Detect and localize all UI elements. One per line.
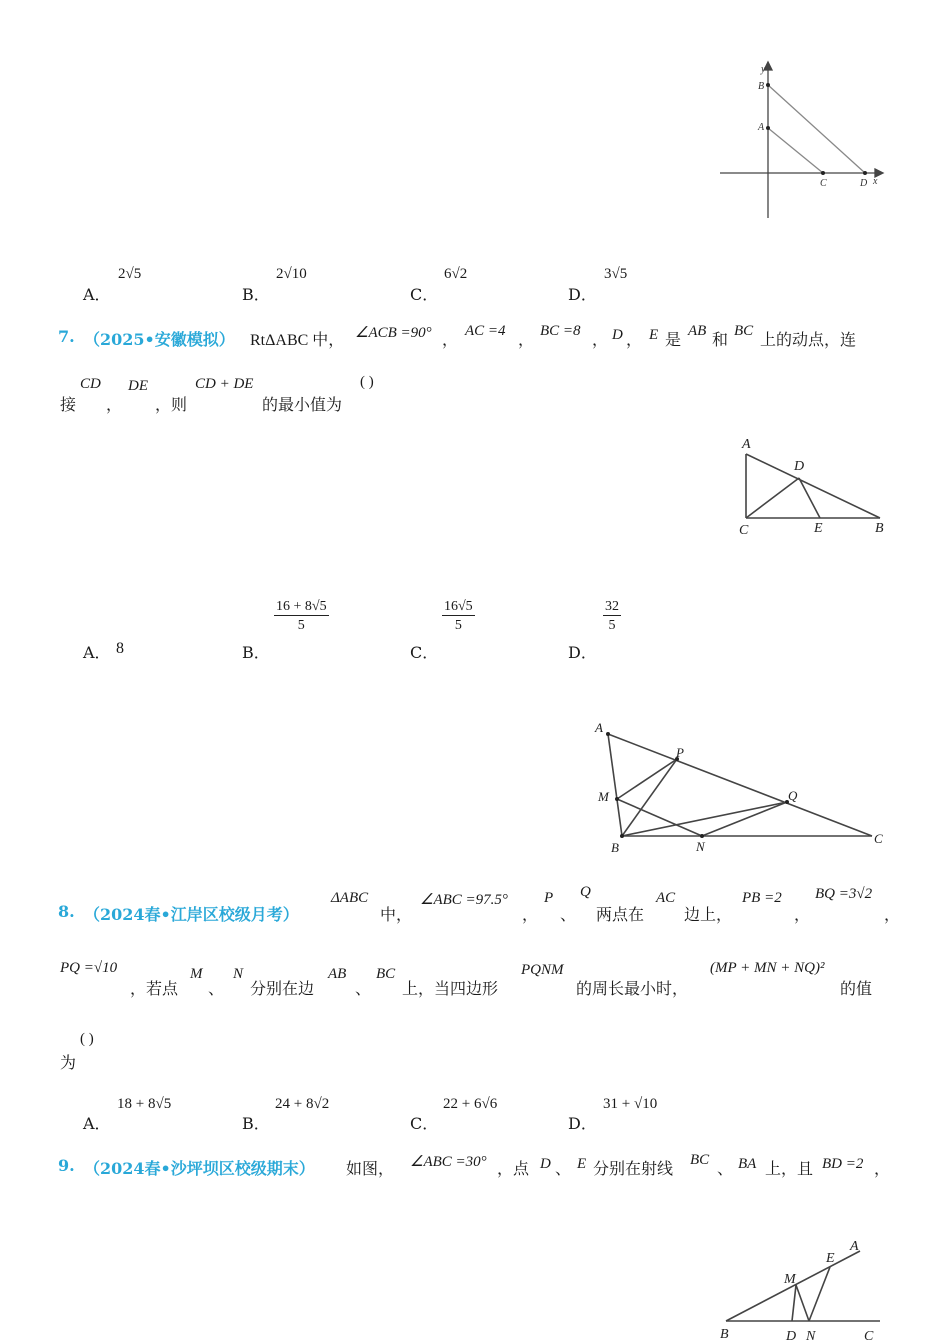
q8-sep-2: 、 xyxy=(208,979,225,998)
q9-figure xyxy=(712,1232,897,1344)
q8-segment-bq xyxy=(622,802,787,836)
q7-comma-4: ， xyxy=(626,330,643,349)
q6-option-d-label: D． xyxy=(568,285,597,304)
q9-label-c: C xyxy=(864,1329,874,1344)
q9-math-bd: BD =2 xyxy=(822,1156,864,1172)
q6-option-c-value: 6√2 xyxy=(444,266,468,282)
q6-segment-bd xyxy=(768,85,865,173)
q8-math-pb: PB =2 xyxy=(742,890,782,906)
q8-math-n: N xyxy=(233,966,244,982)
q6-point-a xyxy=(766,126,770,130)
q9-sep-2: 、 xyxy=(717,1159,734,1178)
q9-number: 9. xyxy=(58,1156,75,1175)
q8-point-m xyxy=(615,797,619,801)
q9-label-n: N xyxy=(806,1329,816,1344)
q9-text-3: 分别在射线 xyxy=(593,1159,674,1178)
q9-text-1: 如图， xyxy=(346,1159,395,1178)
q8-segment-mp xyxy=(617,759,677,799)
q7-comma-1: ， xyxy=(442,330,459,349)
q6-label-a: A xyxy=(758,122,765,133)
q7-label-e: E xyxy=(814,521,823,536)
q7-comma-5: ， xyxy=(106,395,123,414)
q7-comma-2: ， xyxy=(518,330,535,349)
q7-option-c-numerator: 16√5 xyxy=(444,599,473,614)
q8-point-a xyxy=(606,732,610,736)
q8-math-angle: ∠ABC =97.5° xyxy=(420,892,508,908)
q9-label-m: M xyxy=(784,1272,796,1287)
q6-label-y: y xyxy=(761,64,766,75)
q6-option-c-label: C． xyxy=(410,285,439,304)
q8-label-a: A xyxy=(595,720,603,735)
q8-math-expression: (MP + MN + NQ)² xyxy=(710,960,825,976)
q8-option-d-label: D． xyxy=(568,1114,597,1133)
q8-math-triangle: ΔABC xyxy=(331,890,369,906)
q7-text-5: 接 xyxy=(60,395,77,414)
q7-option-b-label: B． xyxy=(242,643,270,662)
q8-comma-3: ， xyxy=(884,905,901,924)
q8-text-6: 上，当四边形 xyxy=(402,979,499,998)
q6-label-c: C xyxy=(820,178,827,189)
q9-segment-mn xyxy=(796,1285,809,1321)
q8-option-c-value: 22 + 6√6 xyxy=(443,1096,498,1112)
q9-text-5: ， xyxy=(874,1159,891,1178)
q7-math-angle: ∠ACB =90° xyxy=(355,325,432,341)
q8-math-pq: PQ =√10 xyxy=(60,960,118,976)
q9-math-bc: BC xyxy=(690,1152,710,1168)
q6-option-b-label: B． xyxy=(242,285,270,304)
q8-text-4: ，若点 xyxy=(130,979,179,998)
q9-text-2: ，点 xyxy=(497,1159,530,1178)
q8-label-n: N xyxy=(696,839,705,854)
q8-math-ab: AB xyxy=(328,966,347,982)
q7-option-b-numerator: 16 + 8√5 xyxy=(276,599,327,614)
q7-source: （2025•安徽模拟） xyxy=(84,330,235,349)
q8-label-q: Q xyxy=(788,788,798,803)
q7-option-d-fraction xyxy=(603,599,621,634)
q7-math-bc2: BC xyxy=(734,323,754,339)
q7-math-cd: CD xyxy=(80,376,101,392)
q7-text-6: ，则 xyxy=(155,395,188,414)
q7-math-d: D xyxy=(612,327,623,343)
q7-label-c: C xyxy=(739,523,749,538)
q7-label-a: A xyxy=(742,437,751,452)
q8-text-3: 边上， xyxy=(684,905,733,924)
q8-label-m: M xyxy=(598,789,609,804)
q7-text-4: 上的动点，连 xyxy=(760,330,857,349)
q8-math-pqnm: PQNM xyxy=(521,962,564,978)
q8-comma-1: ， xyxy=(522,905,539,924)
q7-comma-3: ， xyxy=(592,330,609,349)
q8-option-a-value: 18 + 8√5 xyxy=(117,1096,172,1112)
q6-point-c xyxy=(821,171,825,175)
q7-side-ab xyxy=(746,454,880,518)
q8-math-p: P xyxy=(544,890,554,906)
q7-segment-cd xyxy=(746,478,799,518)
q8-option-b-label: B． xyxy=(242,1114,270,1133)
q7-option-a-label: A． xyxy=(83,643,111,662)
q8-text-5: 分别在边 xyxy=(250,979,315,998)
q7-option-a-value: 8 xyxy=(116,640,124,657)
q8-source: （2024春•江岸区校级月考） xyxy=(84,905,299,924)
q8-point-n xyxy=(700,834,704,838)
q8-side-ab xyxy=(608,734,622,836)
q9-label-d: D xyxy=(786,1329,797,1344)
q9-math-ba: BA xyxy=(738,1156,757,1172)
q8-math-m: M xyxy=(190,966,203,982)
q8-math-q: Q xyxy=(580,884,591,900)
q8-label-p: P xyxy=(676,745,684,760)
q8-text-8: 的值 xyxy=(840,979,873,998)
q8-number: 8. xyxy=(58,902,75,921)
q9-segment-md xyxy=(792,1285,796,1321)
q8-option-b-value: 24 + 8√2 xyxy=(275,1096,330,1112)
q8-sep-1: 、 xyxy=(560,905,577,924)
q7-answer-paren: ( ) xyxy=(360,374,374,390)
q7-text-3: 和 xyxy=(712,330,729,349)
q6-point-d xyxy=(863,171,867,175)
q9-math-d: D xyxy=(540,1156,551,1172)
q7-math-bc: BC =8 xyxy=(540,323,581,339)
q7-text-7: 的最小值为 xyxy=(262,395,343,414)
q6-label-b: B xyxy=(758,81,765,92)
q8-text-1: 中， xyxy=(380,905,413,924)
q6-option-b-value: 2√10 xyxy=(276,266,307,282)
q6-segment-ac xyxy=(768,128,823,173)
q8-text-2: 两点在 xyxy=(596,905,645,924)
q7-figure xyxy=(730,430,895,540)
q8-comma-2: ， xyxy=(794,905,811,924)
q9-label-a: A xyxy=(850,1239,859,1254)
q8-answer-paren: ( ) xyxy=(80,1031,94,1047)
q7-number: 7. xyxy=(58,327,75,346)
q7-text-1: RtΔABC 中， xyxy=(250,332,345,349)
q7-math-sum: CD + DE xyxy=(195,376,254,392)
q7-label-b: B xyxy=(875,521,884,536)
q6-option-a-label: A． xyxy=(83,285,111,304)
q8-math-ac: AC xyxy=(656,890,676,906)
q6-point-b xyxy=(766,83,770,87)
q7-option-c-denominator: 5 xyxy=(454,618,462,633)
q7-math-e: E xyxy=(649,327,659,343)
q9-text-4: 上，且 xyxy=(765,1159,814,1178)
q7-option-b-fraction xyxy=(274,599,329,634)
q6-label-x: x xyxy=(873,176,878,187)
q8-option-d-value: 31 + √10 xyxy=(603,1096,658,1112)
q8-sep-3: 、 xyxy=(355,979,372,998)
q8-text-7: 的周长最小时， xyxy=(576,979,689,998)
q6-option-a-value: 2√5 xyxy=(118,266,142,282)
q8-segment-nq xyxy=(702,802,787,836)
q7-math-ac: AC =4 xyxy=(465,323,506,339)
q7-math-de: DE xyxy=(128,378,148,394)
q8-label-c: C xyxy=(874,831,883,846)
q9-label-b: B xyxy=(720,1327,729,1342)
q7-option-d-denominator: 5 xyxy=(608,618,616,633)
q7-option-b-denominator: 5 xyxy=(297,618,305,633)
q8-text-9: 为 xyxy=(60,1053,77,1072)
q8-math-bq: BQ =3√2 xyxy=(815,886,873,902)
q6-figure xyxy=(715,60,890,225)
q7-option-c-fraction xyxy=(442,599,475,634)
q7-math-ab: AB xyxy=(688,323,707,339)
q6-option-d-value: 3√5 xyxy=(604,266,628,282)
q9-source: （2024春•沙坪坝区校级期末） xyxy=(84,1159,315,1178)
q8-segment-bp xyxy=(622,759,677,836)
q7-option-d-label: D． xyxy=(568,643,597,662)
q7-text-2: 是 xyxy=(665,330,682,349)
q6-label-d: D xyxy=(860,178,868,189)
q8-figure xyxy=(590,715,890,860)
q7-option-d-numerator: 32 xyxy=(605,599,619,614)
q7-option-c-label: C． xyxy=(410,643,439,662)
q9-sep: 、 xyxy=(555,1159,572,1178)
q9-label-e: E xyxy=(826,1251,835,1266)
q8-segment-mn xyxy=(617,799,702,836)
q9-math-e: E xyxy=(577,1156,587,1172)
q8-label-b: B xyxy=(611,840,619,855)
q8-point-b xyxy=(620,834,624,838)
q8-math-bc: BC xyxy=(376,966,396,982)
q7-label-d: D xyxy=(794,459,805,474)
q9-math-angle: ∠ABC =30° xyxy=(410,1154,487,1170)
q8-option-c-label: C． xyxy=(410,1114,439,1133)
q8-option-a-label: A． xyxy=(83,1114,111,1133)
